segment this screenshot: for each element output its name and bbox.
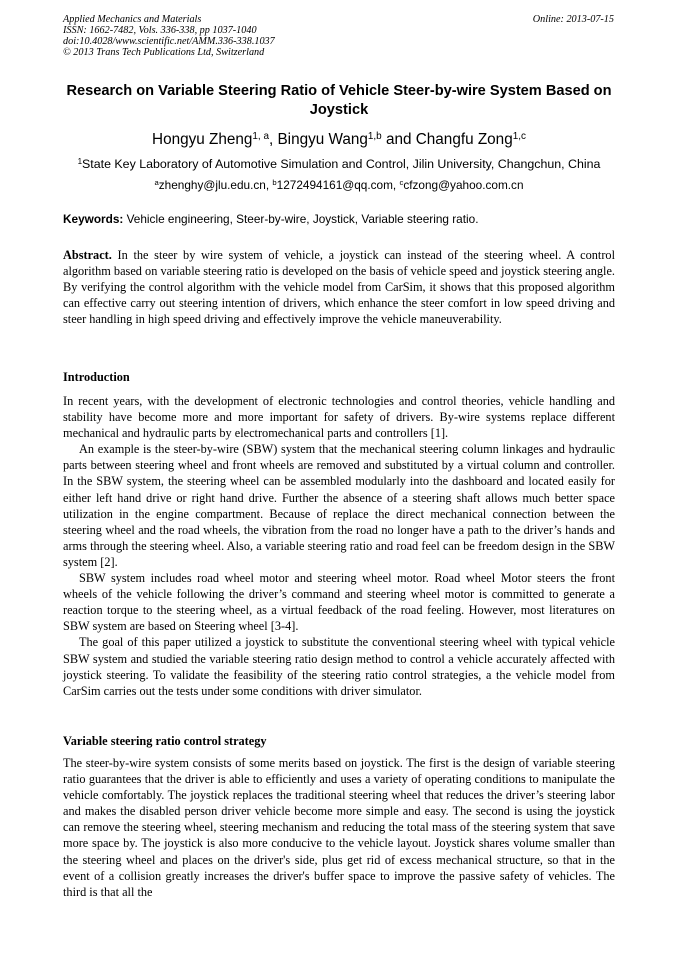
- abstract-text: In the steer by wire system of vehicle, a joystick can instead of the steering wheel. A control algorithm based on variable steering ratio is developed on the basis of vehicle speed and joystick steering angle. By verifying the control algorithm with the vehicle model from CarSim, it shows that this proposed algorithm can effective carry out steering intention of drivers, which enhance the steer comfort in low speed driving and steer handling in high speed driving and effectively improve the vehicle maneuverability.: [63, 248, 615, 327]
- author-name: Hongyu Zheng: [152, 131, 253, 148]
- email-sup: a: [154, 177, 159, 187]
- email-link[interactable]: 1272494161@qq.com,: [276, 178, 397, 192]
- author-affil-sup: 1,b: [367, 130, 382, 142]
- paragraph: The goal of this paper utilized a joystick to substitute the conventional steering wheel with typical vehicle SBW system and studied the variable steering ratio design method to control a vehicle accurately affected with joystick steering. To validate the feasibility of the steering ratio control strategies, a the vehicle model from CarSim carries out the tests under some conditions with driver simulator.: [63, 635, 615, 698]
- keywords-label: Keywords:: [63, 212, 124, 226]
- email-link[interactable]: zhenghy@jlu.edu.cn,: [158, 178, 270, 192]
- section-heading-variable-steering-ratio: Variable steering ratio control strategy: [63, 734, 267, 748]
- paragraph: The steer-by-wire system consists of some merits based on joystick. The first is the design of variable steering ratio guarantees that the driver is able to efficiently and uses a variety of operating conditions to manipulate the vehicle comfortably. The joystick replaces the traditional steering wheel that reduces the driver’s steering labor and makes the disabled person driver vehicle become more simple and easy. The second is using the joystick can remove the steering wheel, steering mechanism and reducing the total mass of the steering system that save more space by. The joystick is also more conducive to the vehicle layout. Joystick shares volume smaller than the steering wheel and places on the driver's side, plus get rid of excess mechanical structure, so that in the event of a collision greatly increases the driver's buffer space to improve the passive safety of vehicles. The third is that all the: [63, 756, 615, 899]
- affiliation-sup: 1: [77, 156, 83, 166]
- journal-name: Applied Mechanics and Materials: [63, 14, 202, 25]
- author-name: Changfu Zong: [415, 131, 513, 148]
- online-date: Online: 2013-07-15: [532, 14, 614, 25]
- paper-title: Research on Variable Steering Ratio of Vehicle Steer-by-wire System Based on Joystick: [66, 83, 612, 118]
- email-sup: c: [399, 177, 404, 187]
- section-heading-introduction: Introduction: [63, 370, 130, 384]
- copyright-line: © 2013 Trans Tech Publications Ltd, Switzerland: [63, 47, 265, 58]
- introduction-body: [63, 393, 615, 699]
- paragraph: SBW system includes road wheel motor and steering wheel motor. Road wheel Motor steers the front wheels of the vehicle following the driver’s command and steering wheel motor is committed to generate a reaction torque to the steering wheel, as a virtual feedback of the road feeling. However, most literatures on SBW system are based on Steering wheel [3-4].: [63, 571, 615, 634]
- author-affil-sup: 1,c: [512, 130, 526, 142]
- author-affil-sup: 1, a: [252, 130, 269, 142]
- keywords-text: Vehicle engineering, Steer-by-wire, Joystick, Variable steering ratio.: [126, 212, 479, 226]
- journal-header: [63, 14, 275, 58]
- email-list: [63, 178, 615, 193]
- email-link[interactable]: cfzong@yahoo.com.cn: [403, 178, 524, 192]
- author-and: and: [385, 131, 412, 148]
- paragraph: An example is the steer-by-wire (SBW) system that the mechanical steering column linkages and hydraulic parts between steering wheel and front wheels are removed and substituted by a virtual column and controller. In the SBW system, the steering wheel can be assembled modularly into the dashboard and located easily for either left hand drive or right hand drive. Further the absence of a steering shaft allows much better space utilization in the engine compartment. Because of replace the direct mechanical connection between the steering wheel and the road wheels, the vibration from the road no longer have a path to the driver’s hands and arms through the steering wheel. Also, a variable steering ratio and road feel can be freedom design in the SBW system [2].: [63, 442, 615, 569]
- author-name: Bingyu Wang: [277, 131, 368, 148]
- paragraph: In recent years, with the development of electronic technologies and control theories, vehicle handling and stability have become more and more important for safety of drivers. By-wire systems replace different mechanical and hydraulic parts by electromechanical parts and controllers [1].: [63, 394, 615, 441]
- issn-line: ISSN: 1662-7482, Vols. 336-338, pp 1037-1040: [63, 25, 257, 36]
- affiliation-text: State Key Laboratory of Automotive Simulation and Control, Jilin University, Changchun, China: [82, 157, 601, 171]
- author-list: Hongyu Zheng$^{1, a}$, Bingyu Wang$^{1,b}$ and Changfu Zong$^{1,c}$: [152, 130, 526, 148]
- affiliation: [63, 157, 615, 172]
- doi-line[interactable]: doi:10.4028/www.scientific.net/AMM.336-338.1037: [63, 36, 275, 47]
- email-sup: b: [272, 177, 277, 187]
- vsr-body: [63, 755, 615, 900]
- keywords: [63, 212, 615, 227]
- abstract-label: Abstract.: [63, 248, 112, 262]
- abstract: [63, 247, 615, 327]
